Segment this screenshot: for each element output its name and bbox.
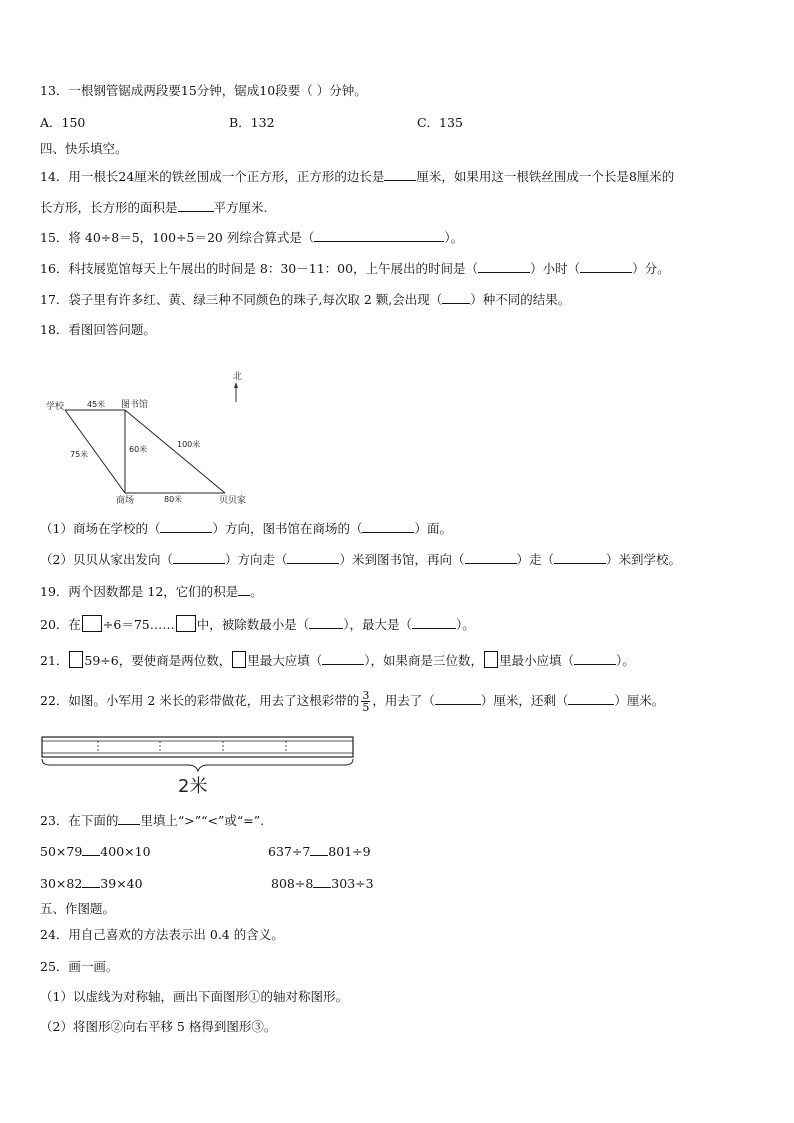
- q18-title: 18．看图回答问题。: [40, 322, 156, 337]
- q20-part1: 20．在: [40, 617, 81, 632]
- q14-line1: [40, 168, 674, 185]
- q20-part2: ÷6＝75……: [102, 617, 175, 632]
- north-arrow-head-icon: [234, 382, 238, 388]
- q16-blank-minutes[interactable]: [580, 260, 632, 273]
- q25-sub2: （2）将图形②向右平移 5 格得到图形③。: [40, 1019, 277, 1034]
- q15-blank[interactable]: [314, 229, 444, 242]
- q18-sub2-blank4[interactable]: [554, 551, 606, 564]
- q20-part5: ）。: [456, 617, 475, 632]
- q14-part3: 长方形，长方形的面积是: [40, 200, 178, 215]
- map-library-label: 图书馆: [121, 400, 149, 410]
- q20-remainder-box[interactable]: [176, 615, 196, 632]
- q18-sub2-part5: ）米到学校。: [606, 552, 682, 567]
- q15-part1: 15．将 40÷8＝5，100÷5＝20 列综合算式是（: [40, 230, 315, 245]
- q18-sub1-blank1[interactable]: [160, 520, 212, 533]
- ribbon-brace: [42, 759, 353, 771]
- q14-blank-area[interactable]: [178, 199, 214, 212]
- q13-option-c: C．135: [416, 115, 463, 130]
- q18-sub2-blank2[interactable]: [287, 551, 339, 564]
- q20: [40, 615, 475, 633]
- q21-box-ref1: [232, 651, 246, 668]
- q23-r2-b2: 303÷3: [331, 876, 374, 891]
- q23-r2-blank-a[interactable]: [82, 875, 100, 888]
- q22-part2: ，用去了（: [372, 693, 435, 708]
- q15: [40, 229, 463, 246]
- q23-row-2: [40, 875, 374, 892]
- q18-sub2-blank1[interactable]: [173, 551, 225, 564]
- q22-part4: ）厘米。: [614, 693, 665, 708]
- q22-part1: 22．如图。小军用 2 米长的彩带做花，用去了这根彩带的: [40, 693, 360, 708]
- q20-part3: 中，被除数最小是（: [196, 617, 310, 632]
- q16-blank-hours[interactable]: [478, 260, 530, 273]
- q19-blank[interactable]: [238, 583, 250, 596]
- map-dist-school-library: 45米: [87, 400, 106, 409]
- map-dist-library-mall: 60米: [129, 445, 148, 454]
- q21-part6: ）。: [616, 653, 635, 668]
- q19-part1: 19．两个因数都是 12，它们的积是: [40, 584, 239, 599]
- q20-dividend-box[interactable]: [82, 615, 102, 632]
- q23-r1-b2: 801÷9: [328, 844, 371, 859]
- q21-part3: 里最大应填（: [247, 653, 323, 668]
- q18-map-diagram: [40, 360, 270, 510]
- q13-option-a: A．150: [40, 115, 86, 130]
- section-5-heading: 五、作图题。: [40, 901, 116, 916]
- q18-sub2-part1: （2）贝贝从家出发向（: [40, 552, 173, 567]
- q18-sub2-part2: ）方向走（: [224, 552, 288, 567]
- q18-sub1-blank2[interactable]: [362, 520, 414, 533]
- ribbon-length-label: 2米: [178, 776, 208, 797]
- q17: [40, 291, 570, 308]
- map-home-label: 贝贝家: [219, 496, 247, 506]
- q21-part1: 21．: [40, 653, 69, 668]
- section-4-heading: 四、快乐填空。: [40, 141, 128, 156]
- q23-r1-blank-a[interactable]: [82, 843, 100, 856]
- q22-blank-used[interactable]: [435, 692, 481, 705]
- q17-blank[interactable]: [442, 291, 470, 304]
- q14-part2: 厘米，如果用这一根铁丝围成一个长是8厘米的: [416, 169, 675, 184]
- q16: [40, 260, 670, 277]
- q23-r1-a1: 50×79: [40, 844, 83, 859]
- q23-row-1: [40, 843, 371, 860]
- q20-blank-max[interactable]: [412, 616, 456, 629]
- map-dist-school-mall: 75米: [70, 450, 89, 459]
- q18-sub1-part3: ）面。: [414, 521, 452, 536]
- q14-part4: 平方厘米.: [213, 200, 268, 215]
- q18-sub2-part3: ）米到图书馆，再向（: [339, 552, 465, 567]
- q21-box-ref2: [484, 651, 498, 668]
- map-mall-label: 商场: [116, 496, 135, 506]
- q25-title: 25．画一画。: [40, 959, 119, 974]
- q23-title-blank: [118, 812, 140, 825]
- q23-r2-a1: 30×82: [40, 876, 83, 891]
- q24: 24．用自己喜欢的方法表示出 0.4 的含义。: [40, 927, 284, 942]
- q21-part4: ），如果商是三位数，: [364, 653, 484, 668]
- q22-part3: ）厘米，还剩（: [480, 693, 569, 708]
- q23-r1-blank-b[interactable]: [310, 843, 328, 856]
- q21-digit-box[interactable]: [69, 651, 83, 668]
- q14-part1: 14．用一根长24厘米的铁丝围成一个正方形，正方形的边长是: [40, 169, 385, 184]
- q18-sub1: [40, 520, 452, 537]
- q18-sub2-part4: ）走（: [516, 552, 555, 567]
- ribbon-bar: [42, 737, 353, 757]
- q20-part4: ），最大是（: [343, 617, 413, 632]
- q22-frac-denominator: 5: [362, 701, 370, 714]
- q23-r2-a2: 39×40: [100, 876, 143, 891]
- q23-title-part1: 23．在下面的: [40, 813, 119, 828]
- q13-text: 13．一根钢管锯成两段要15分钟，锯成10段要（ ）分钟。: [40, 83, 367, 98]
- q13-option-b: B．132: [228, 115, 275, 130]
- q16-part3: ）分。: [632, 261, 670, 276]
- q23-title-part2: 里填上“>”“<”或“=”.: [140, 813, 265, 828]
- q14-line2: [40, 199, 268, 216]
- q18-sub1-part2: ）方向，图书馆在商场的（: [212, 521, 363, 536]
- map-dist-library-home: 100米: [177, 440, 201, 449]
- q18-sub2: [40, 551, 681, 568]
- q17-part2: ）种不同的结果。: [470, 292, 571, 307]
- q21-blank-max[interactable]: [322, 652, 364, 665]
- q20-blank-min[interactable]: [309, 616, 343, 629]
- q23-title: [40, 812, 264, 829]
- q21: [40, 651, 635, 669]
- q17-part1: 17．袋子里有许多红、黄、绿三种不同颜色的珠子,每次取 2 颗,会出现（: [40, 292, 443, 307]
- q25-sub1: （1）以虚线为对称轴，画出下面图形①的轴对称图形。: [40, 989, 348, 1004]
- q18-sub1-part1: （1）商场在学校的（: [40, 521, 161, 536]
- q22-blank-left[interactable]: [568, 692, 614, 705]
- q21-part2: 59÷6，要使商是两位数，: [84, 653, 232, 668]
- q22-ribbon-diagram: [38, 734, 358, 798]
- q13-options: [40, 115, 463, 131]
- q19-part2: 。: [250, 584, 263, 599]
- map-north-label: 北: [233, 372, 243, 382]
- q18-sub2-blank3[interactable]: [465, 551, 517, 564]
- q21-part5: 里最小应填（: [499, 653, 575, 668]
- q16-part1: 16．科技展览馆每天上午展出的时间是 8：30－11：00，上午展出的时间是（: [40, 261, 479, 276]
- q14-blank-side[interactable]: [384, 168, 416, 181]
- q22: [40, 688, 664, 714]
- map-dist-mall-home: 80米: [164, 495, 183, 504]
- q16-part2: ）小时（: [530, 261, 581, 276]
- q15-part2: ）。: [444, 230, 464, 245]
- q23-r1-a2: 400×10: [100, 844, 151, 859]
- q21-blank-min[interactable]: [574, 652, 616, 665]
- q22-fraction: [361, 690, 370, 713]
- q22-frac-numerator: 3: [362, 689, 370, 702]
- q23-r2-b1: 808÷8: [271, 876, 314, 891]
- q23-r2-blank-b[interactable]: [313, 875, 331, 888]
- map-school-label: 学校: [46, 402, 65, 412]
- q19: [40, 583, 263, 600]
- q23-r1-b1: 637÷7: [268, 844, 311, 859]
